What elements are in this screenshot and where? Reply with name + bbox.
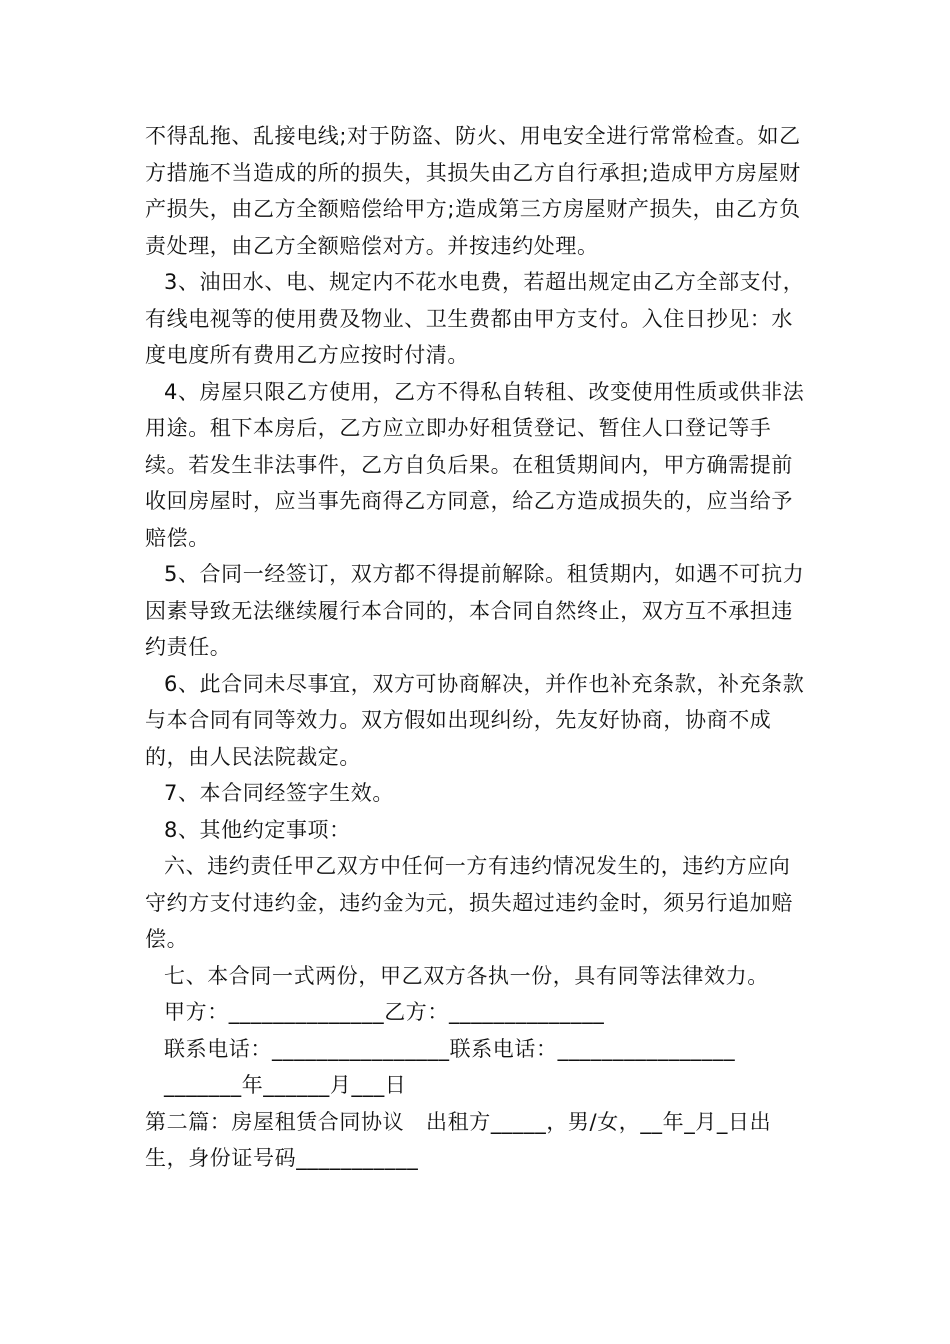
section-seven-copies: 七、本合同一式两份，甲乙双方各执一份，具有同等法律效力。 [164,963,769,988]
clause-6: 6、此合同未尽事宜，双方可协商解决，并作也补充条款，补充条款与本合同有同等效力。双方假如出现纠纷，先友好协商，协商不成的，由人民法院裁定。 [145,671,805,769]
section-six-breach: 六、违约责任甲乙双方中任何一方有违约情况发生的，违约方应向守约方支付违约金，违约金为元，损失超过违约金时，须另行追加赔偿。 [145,854,793,951]
paragraph-continued: 不得乱拖、乱接电线;对于防盗、防火、用电安全进行常常检查。如乙方措施不当造成的所的损失，其损失由乙方自行承担;造成甲方房屋财产损失，由乙方全额赔偿给甲方;造成第三方房屋财产损失，由乙方负责处理，由乙方全额赔偿对方。并按违约处理。 [145,124,801,258]
signature-date: _______年______月___日 [164,1073,407,1097]
clause-7: 7、本合同经签字生效。 [164,781,394,805]
part-two-heading: 第二篇：房屋租赁合同协议 出租方_____，男/女，__年_月_日出生，身份证号码___________ [145,1109,772,1170]
clause-5: 5、合同一经签订，双方都不得提前解除。租赁期内，如遇不可抗力因素导致无法继续履行本合同的，本合同自然终止，双方互不承担违约责任。 [145,562,805,659]
clause-8: 8、其他约定事项： [164,817,351,842]
signature-phones: 联系电话：________________联系电话：________________ [164,1036,736,1061]
signature-parties: 甲方：______________乙方：______________ [164,1000,605,1024]
clause-4: 4、房屋只限乙方使用，乙方不得私自转租、改变使用性质或供非法用途。租下本房后，乙方应立即办好租赁登记、暂住人口登记等手续。若发生非法事件，乙方自负后果。在租赁期间内，甲方确需提前收回房屋时，应当事先商得乙方同意，给乙方造成损失的，应当给予赔偿。 [145,379,805,550]
clause-3: 3、油田水、电、规定内不花水电费，若超出规定由乙方全部支付，有线电视等的使用费及物业、卫生费都由甲方支付。入住日抄见：水度电度所有费用乙方应按时付清。 [145,270,805,367]
document-body [145,118,810,1177]
